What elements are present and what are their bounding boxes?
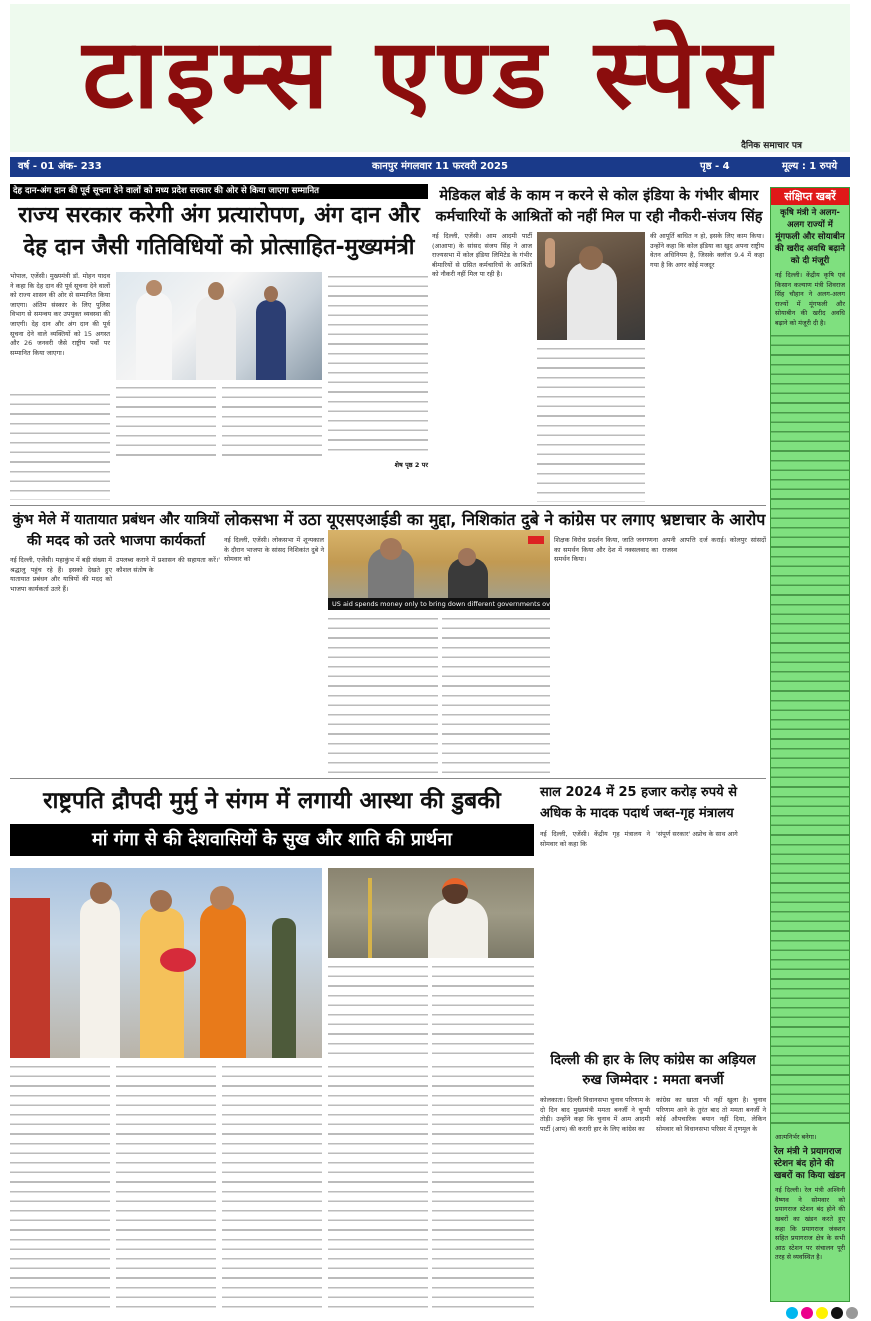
sidebar-item1-end: आत्मनिर्भर बनेगा।	[775, 1132, 817, 1141]
mamata-lead: कोलकाता। दिल्ली विधानसभा चुनाव परिणाम के दो दिन बाद मुख्यमंत्री ममता बनर्जी ने चुप्पी तोड़ी। उन्होंने कहा कि चुनाव में आम आदमी पार्टी (आप) की करारी हार के लिए कांग्रेस का	[540, 1096, 650, 1133]
usaid-lead: नई दिल्ली, एजेंसी। लोकसभा में शून्यकाल के दौरान भाजपा के सांसद निशिकांत दुबे ने सोमवार को	[224, 536, 324, 564]
murmu-headline: राष्ट्रपति द्रौपदी मुर्मु ने संगम में लगायी आस्था की डुबकी	[43, 788, 501, 814]
drugs-lead: नई दिल्ली, एजेंसी। केंद्रीय गृह मंत्रालय ने सोमवार को कहा कि	[540, 830, 650, 848]
organ-donation-photo	[116, 272, 322, 380]
divider	[10, 505, 766, 506]
sidebar-item1-headline: कृषि मंत्री ने अलग-अलग राज्यों में मूंगफली और सोयाबीन की खरीद अवधि बढ़ाने को दी मंजूरी	[775, 208, 845, 266]
mamata-col2: कांग्रेस का खाता भी नहीं खुला है। चुनाव परिणाम आने के तुरंत बाद तो ममता बनर्जी ने कोई औपचारिक बयान नहीं दिया, लेकिन सोमवार को विधानसभा परिसर में तृणमूल के	[656, 1096, 766, 1133]
drugs-col2: 'संपूर्ण सरकार' अप्रोच के साथ आगे	[656, 830, 738, 838]
murmu-photo-2	[328, 868, 534, 958]
organ-donation-kicker: देह दान-अंग दान की पूर्व सूचना देने वालों को मध्य प्रदेश सरकार की ओर से किया जाएगा सम्मानित	[10, 184, 428, 199]
murmu-col-d	[328, 1062, 428, 1312]
murmu-col4	[432, 962, 534, 1058]
murmu-subheadline: मां गंगा से की देशवासियों के सुख और शाति की प्रार्थना	[10, 824, 534, 856]
kumbh-col2: उपलब्ध कराने में प्रशासन की सहायता करें।' कौशल संतोष के	[116, 556, 220, 574]
continued-note: शेष पृष्ठ 2 पर	[394, 461, 428, 469]
medical-board-lead: नई दिल्ली, एजेंसी। आम आदमी पार्टी (आआपा) के सांसद संजय सिंह ने आज राज्यसभा में कोल इंडिया लिमिटेड के गंभीर बीमारियों से ग्रसित कर्मचारियों के आश्रितों को नौकरी नहीं मिल पा रही है।	[432, 232, 532, 279]
kumbh-headline: कुंभ मेले में यातायात प्रबंधन और यात्रियों की मदद को उतरे भाजपा कार्यकर्ता	[12, 512, 220, 549]
organ-donation-headline: राज्य सरकार करेगी अंग प्रत्यारोपण, अंग दान और देह दान जैसी गतिविधियों को प्रोत्साहित-मुख्यमंत्री	[18, 203, 420, 260]
usaid-col3: शिक्षक विरोध प्रदर्शन किया, जाति जनगणना का समर्थन किया और देश में नक्सलवाद का समर्थन किया।	[554, 536, 658, 564]
divider	[10, 778, 766, 779]
organ-donation-col4	[328, 272, 428, 458]
sidebar-item2-headline: रेल मंत्री ने प्रयागराज स्टेशन बंद होने की खबरों का किया खंडन	[774, 1147, 846, 1182]
organ-donation-lead: भोपाल, एजेंसी। मुख्यमंत्री डॉ. मोहन यादव ने कहा कि देह दान की पूर्व सूचना देने वालों को राज्य शासन की ओर से सम्मानित किया जाएगा। अंतिम संस्कार के लिए पुलिस विभाग से समन्वय कर उपयुक्त व्यवस्था की जाएगी। देह दान और अंग दान की पूर्व सूचना देने वाले व्यक्तियों को 15 अगस्त और 26 जनवरी जैसे राष्ट्रीय पर्वों पर सम्मानित किया जाएगा।	[10, 272, 110, 357]
usaid-col2b	[442, 614, 550, 774]
murmu-col-b	[116, 1062, 216, 1312]
murmu-col-e	[432, 1062, 534, 1312]
medical-board-col3: की आपूर्ति बाधित न हो, इसके लिए काम किया। उन्होंने कहा कि कोल इंडिया का खुद अपना राष्ट्रीय वेतन अधिनियम है, जिसके क्लॉज 9.4 में कहा गया है कि अगर कोई मजदूर	[650, 232, 764, 269]
mamata-headline: दिल्ली की हार के लिए कांग्रेस का अड़ियल रुख जिम्मेदार : ममता बनर्जी	[550, 1052, 756, 1088]
cmyk-registration-marks	[786, 1307, 858, 1319]
murmu-col3	[328, 962, 428, 1058]
newspaper-tagline: दैनिक समाचार पत्र	[741, 141, 802, 151]
drugs-headline: साल 2024 में 25 हजार करोड़ रुपये से अधिक के मादक पदार्थ जब्त-गृह मंत्रालय	[540, 785, 738, 821]
usaid-photo-caption: US aid spends money only to bring down different governments over years.	[328, 598, 550, 610]
usaid-photo	[328, 530, 579, 610]
sidebar-item2-text: नई दिल्ली। रेल मंत्री अश्विनी वैष्णव ने सोमवार को प्रयागराज स्टेशन बंद होने की खबरों का खंडन करते हुए कहा कि प्रयागराज जंक्शन सहित प्रयागराज क्षेत्र के सभी आठ स्टेशन पर संचालन पूरी तरह से व्यवस्थित है।	[775, 1186, 845, 1262]
organ-donation-col2	[116, 383, 216, 463]
usaid-col4: अपनी आपत्ति दर्ज कराई। कोलपुर सांसदों राजस्व	[662, 536, 766, 554]
masthead	[10, 4, 850, 152]
medical-board-col2	[537, 344, 645, 502]
sidebar-title: संक्षिप्त खबरें	[771, 188, 849, 205]
murmu-col-c	[222, 1062, 322, 1312]
medical-board-photo	[537, 232, 645, 340]
usaid-col2a	[328, 614, 438, 774]
brief-news-sidebar	[770, 187, 850, 1302]
info-bar	[10, 157, 850, 177]
page-number: पृष्ठ - 4	[700, 161, 730, 172]
usaid-headline: लोकसभा में उठा यूएसएआईडी का मुद्दा, निशिकांत दुबे ने कांग्रेस पर लगाए भ्रष्टाचार के आरोप	[224, 510, 766, 529]
newspaper-logo: टाइम्स एण्ड स्पेस	[82, 18, 778, 130]
murmu-col-a	[10, 1062, 110, 1312]
sidebar-item1-text: नई दिल्ली। केंद्रीय कृषि एवं किसान कल्याण मंत्री शिवराज सिंह चौहान ने अलग-अलग राज्यों में मूंगफली और सोयाबीन की खरीद अवधि बढ़ाने को मंजूरी दी है।	[775, 271, 845, 327]
murmu-photo-1	[10, 868, 322, 1058]
medical-board-headline: मेडिकल बोर्ड के काम न करने से कोल इंडिया के गंभीर बीमार कर्मचारियों के आश्रितों को नहीं मिल पा रही नौकरी-संजय सिंह	[435, 188, 763, 225]
place-date: कानपुर मंगलवार 11 फरवरी 2025	[372, 161, 508, 172]
sidebar-item1-body	[771, 331, 849, 1131]
price: मूल्य : 1 रुपये	[782, 161, 838, 172]
issue-number: वर्ष - 01 अंक- 233	[18, 161, 102, 172]
kumbh-lead: नई दिल्ली, एजेंसी। महाकुंभ में बड़ी संख्या में श्रद्धालु पहुंच रहे हैं। इसको देखते हुए यातायात प्रबंधन और यात्रियों की मदद को भाजपा कार्यकर्ता उतरे हैं।	[10, 556, 112, 593]
organ-donation-col3	[222, 383, 322, 463]
organ-donation-col1-cont	[10, 390, 110, 500]
